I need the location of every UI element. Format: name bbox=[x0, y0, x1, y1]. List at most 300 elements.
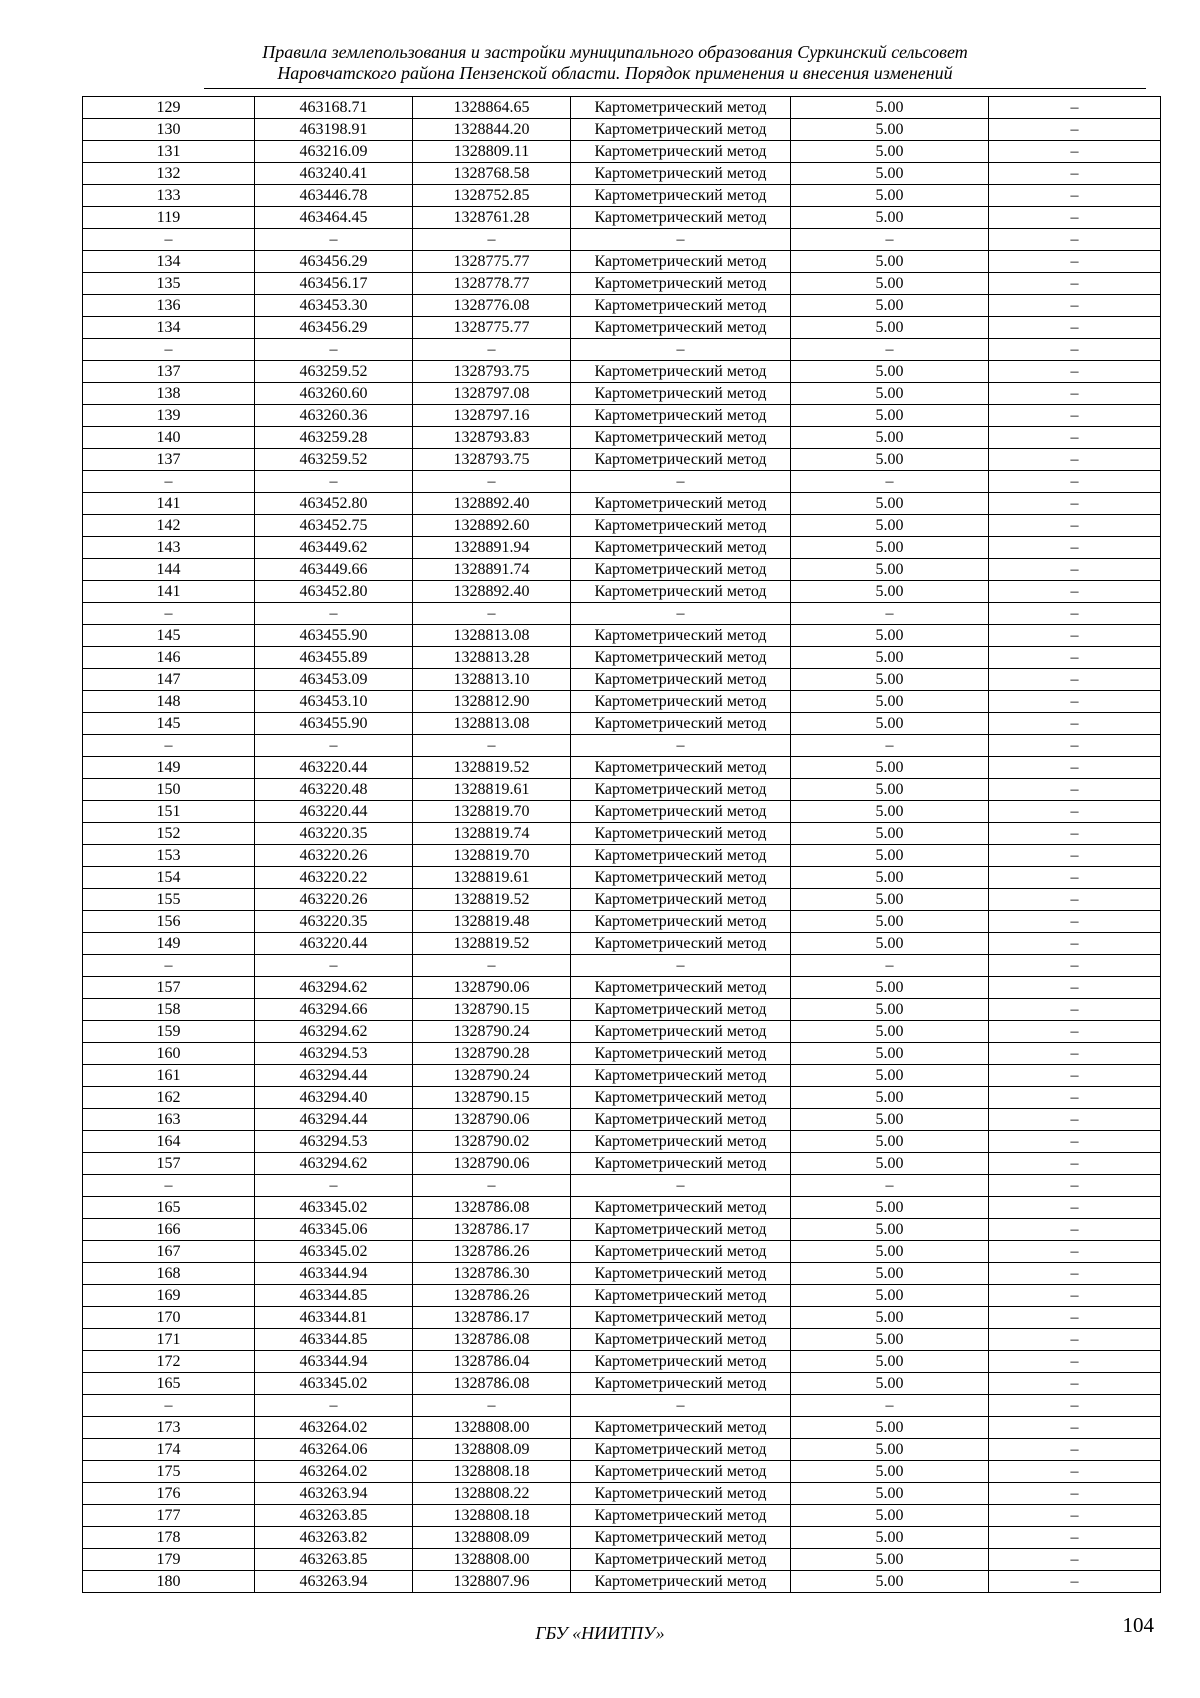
x-coordinate-cell: 463456.17 bbox=[255, 273, 413, 295]
method-cell: Картометрический метод bbox=[571, 295, 791, 317]
accuracy-cell: 5.00 bbox=[791, 669, 989, 691]
description-cell: – bbox=[989, 1263, 1161, 1285]
description-cell: – bbox=[989, 493, 1161, 515]
description-cell: – bbox=[989, 317, 1161, 339]
y-coordinate-cell: 1328807.96 bbox=[413, 1571, 571, 1593]
table-row bbox=[83, 405, 1161, 427]
method-cell: Картометрический метод bbox=[571, 1219, 791, 1241]
accuracy-cell: 5.00 bbox=[791, 1263, 989, 1285]
point-number-cell: 180 bbox=[83, 1571, 255, 1593]
point-number-cell: 146 bbox=[83, 647, 255, 669]
table-row bbox=[83, 1285, 1161, 1307]
y-coordinate-cell: 1328786.08 bbox=[413, 1373, 571, 1395]
description-cell: – bbox=[989, 713, 1161, 735]
y-coordinate-cell: 1328790.24 bbox=[413, 1065, 571, 1087]
table-row bbox=[83, 97, 1161, 119]
y-coordinate-cell: 1328813.08 bbox=[413, 713, 571, 735]
accuracy-cell: – bbox=[791, 471, 989, 493]
y-coordinate-cell: 1328786.17 bbox=[413, 1219, 571, 1241]
x-coordinate-cell: 463220.35 bbox=[255, 911, 413, 933]
method-cell: Картометрический метод bbox=[571, 185, 791, 207]
accuracy-cell: 5.00 bbox=[791, 1505, 989, 1527]
accuracy-cell: 5.00 bbox=[791, 1087, 989, 1109]
description-cell: – bbox=[989, 603, 1161, 625]
point-number-cell: 153 bbox=[83, 845, 255, 867]
method-cell: Картометрический метод bbox=[571, 889, 791, 911]
point-number-cell: 145 bbox=[83, 625, 255, 647]
y-coordinate-cell: 1328819.52 bbox=[413, 757, 571, 779]
accuracy-cell: – bbox=[791, 229, 989, 251]
description-cell: – bbox=[989, 427, 1161, 449]
x-coordinate-cell: 463294.53 bbox=[255, 1043, 413, 1065]
point-number-cell: 138 bbox=[83, 383, 255, 405]
point-number-cell: 139 bbox=[83, 405, 255, 427]
accuracy-cell: 5.00 bbox=[791, 1483, 989, 1505]
description-cell: – bbox=[989, 383, 1161, 405]
x-coordinate-cell: 463259.52 bbox=[255, 361, 413, 383]
method-cell: Картометрический метод bbox=[571, 537, 791, 559]
x-coordinate-cell: 463344.85 bbox=[255, 1329, 413, 1351]
table-row bbox=[83, 1549, 1161, 1571]
x-coordinate-cell: 463263.85 bbox=[255, 1549, 413, 1571]
separator-row bbox=[83, 229, 1161, 251]
accuracy-cell: 5.00 bbox=[791, 845, 989, 867]
accuracy-cell: 5.00 bbox=[791, 185, 989, 207]
y-coordinate-cell: – bbox=[413, 471, 571, 493]
table-row bbox=[83, 185, 1161, 207]
x-coordinate-cell: 463294.44 bbox=[255, 1109, 413, 1131]
point-number-cell: 177 bbox=[83, 1505, 255, 1527]
description-cell: – bbox=[989, 537, 1161, 559]
y-coordinate-cell: 1328793.75 bbox=[413, 361, 571, 383]
x-coordinate-cell: 463455.90 bbox=[255, 625, 413, 647]
description-cell: – bbox=[989, 1461, 1161, 1483]
method-cell: Картометрический метод bbox=[571, 405, 791, 427]
point-number-cell: 143 bbox=[83, 537, 255, 559]
point-number-cell: 173 bbox=[83, 1417, 255, 1439]
method-cell: Картометрический метод bbox=[571, 1153, 791, 1175]
table-row bbox=[83, 1087, 1161, 1109]
header-divider bbox=[204, 88, 1146, 89]
method-cell: Картометрический метод bbox=[571, 273, 791, 295]
table-row bbox=[83, 1439, 1161, 1461]
description-cell: – bbox=[989, 1329, 1161, 1351]
table-row bbox=[83, 669, 1161, 691]
point-number-cell: 169 bbox=[83, 1285, 255, 1307]
accuracy-cell: 5.00 bbox=[791, 361, 989, 383]
description-cell: – bbox=[989, 1505, 1161, 1527]
x-coordinate-cell: – bbox=[255, 735, 413, 757]
y-coordinate-cell: 1328819.61 bbox=[413, 779, 571, 801]
x-coordinate-cell: 463263.82 bbox=[255, 1527, 413, 1549]
description-cell: – bbox=[989, 911, 1161, 933]
accuracy-cell: 5.00 bbox=[791, 119, 989, 141]
point-number-cell: 134 bbox=[83, 251, 255, 273]
method-cell: Картометрический метод bbox=[571, 1351, 791, 1373]
accuracy-cell: 5.00 bbox=[791, 1461, 989, 1483]
accuracy-cell: 5.00 bbox=[791, 713, 989, 735]
accuracy-cell: 5.00 bbox=[791, 515, 989, 537]
y-coordinate-cell: 1328813.28 bbox=[413, 647, 571, 669]
x-coordinate-cell: 463240.41 bbox=[255, 163, 413, 185]
description-cell: – bbox=[989, 119, 1161, 141]
method-cell: Картометрический метод bbox=[571, 97, 791, 119]
accuracy-cell: 5.00 bbox=[791, 1285, 989, 1307]
method-cell: Картометрический метод bbox=[571, 911, 791, 933]
accuracy-cell: 5.00 bbox=[791, 647, 989, 669]
point-number-cell: 165 bbox=[83, 1197, 255, 1219]
x-coordinate-cell: 463216.09 bbox=[255, 141, 413, 163]
y-coordinate-cell: 1328778.77 bbox=[413, 273, 571, 295]
method-cell: Картометрический метод bbox=[571, 119, 791, 141]
y-coordinate-cell: 1328813.08 bbox=[413, 625, 571, 647]
separator-row bbox=[83, 339, 1161, 361]
description-cell: – bbox=[989, 889, 1161, 911]
description-cell: – bbox=[989, 581, 1161, 603]
x-coordinate-cell: 463456.29 bbox=[255, 317, 413, 339]
method-cell: – bbox=[571, 735, 791, 757]
description-cell: – bbox=[989, 229, 1161, 251]
accuracy-cell: 5.00 bbox=[791, 801, 989, 823]
y-coordinate-cell: 1328819.48 bbox=[413, 911, 571, 933]
x-coordinate-cell: 463452.75 bbox=[255, 515, 413, 537]
point-number-cell: 176 bbox=[83, 1483, 255, 1505]
description-cell: – bbox=[989, 163, 1161, 185]
method-cell: Картометрический метод bbox=[571, 1483, 791, 1505]
point-number-cell: 157 bbox=[83, 977, 255, 999]
accuracy-cell: 5.00 bbox=[791, 1329, 989, 1351]
description-cell: – bbox=[989, 405, 1161, 427]
description-cell: – bbox=[989, 669, 1161, 691]
point-number-cell: 163 bbox=[83, 1109, 255, 1131]
separator-row bbox=[83, 1395, 1161, 1417]
accuracy-cell: – bbox=[791, 955, 989, 977]
y-coordinate-cell: 1328790.28 bbox=[413, 1043, 571, 1065]
accuracy-cell: 5.00 bbox=[791, 779, 989, 801]
accuracy-cell: – bbox=[791, 339, 989, 361]
description-cell: – bbox=[989, 845, 1161, 867]
point-number-cell: – bbox=[83, 471, 255, 493]
y-coordinate-cell: – bbox=[413, 339, 571, 361]
header-line-1: Правила землепользования и застройки муниципального образования Суркинский сельсовет bbox=[262, 42, 968, 62]
x-coordinate-cell: – bbox=[255, 339, 413, 361]
separator-row bbox=[83, 955, 1161, 977]
accuracy-cell: 5.00 bbox=[791, 207, 989, 229]
x-coordinate-cell: 463452.80 bbox=[255, 493, 413, 515]
method-cell: Картометрический метод bbox=[571, 1263, 791, 1285]
method-cell: Картометрический метод bbox=[571, 1527, 791, 1549]
method-cell: Картометрический метод bbox=[571, 163, 791, 185]
table-row bbox=[83, 1329, 1161, 1351]
accuracy-cell: 5.00 bbox=[791, 1197, 989, 1219]
point-number-cell: 145 bbox=[83, 713, 255, 735]
x-coordinate-cell: 463345.06 bbox=[255, 1219, 413, 1241]
table-row bbox=[83, 911, 1161, 933]
table-row bbox=[83, 1109, 1161, 1131]
point-number-cell: 159 bbox=[83, 1021, 255, 1043]
method-cell: Картометрический метод bbox=[571, 1439, 791, 1461]
y-coordinate-cell: – bbox=[413, 229, 571, 251]
x-coordinate-cell: 463345.02 bbox=[255, 1197, 413, 1219]
method-cell: Картометрический метод bbox=[571, 493, 791, 515]
description-cell: – bbox=[989, 1043, 1161, 1065]
table-row bbox=[83, 977, 1161, 999]
accuracy-cell: 5.00 bbox=[791, 97, 989, 119]
description-cell: – bbox=[989, 735, 1161, 757]
x-coordinate-cell: 463455.89 bbox=[255, 647, 413, 669]
y-coordinate-cell: 1328892.60 bbox=[413, 515, 571, 537]
description-cell: – bbox=[989, 361, 1161, 383]
accuracy-cell: 5.00 bbox=[791, 757, 989, 779]
x-coordinate-cell: 463259.28 bbox=[255, 427, 413, 449]
y-coordinate-cell: 1328790.06 bbox=[413, 1153, 571, 1175]
x-coordinate-cell: 463344.94 bbox=[255, 1351, 413, 1373]
y-coordinate-cell: 1328790.24 bbox=[413, 1021, 571, 1043]
description-cell: – bbox=[989, 867, 1161, 889]
y-coordinate-cell: 1328786.26 bbox=[413, 1241, 571, 1263]
description-cell: – bbox=[989, 1549, 1161, 1571]
table-row bbox=[83, 867, 1161, 889]
x-coordinate-cell: 463263.94 bbox=[255, 1483, 413, 1505]
description-cell: – bbox=[989, 647, 1161, 669]
y-coordinate-cell: 1328797.16 bbox=[413, 405, 571, 427]
separator-row bbox=[83, 1175, 1161, 1197]
x-coordinate-cell: – bbox=[255, 603, 413, 625]
description-cell: – bbox=[989, 339, 1161, 361]
y-coordinate-cell: 1328793.83 bbox=[413, 427, 571, 449]
method-cell: – bbox=[571, 339, 791, 361]
y-coordinate-cell: 1328775.77 bbox=[413, 251, 571, 273]
x-coordinate-cell: 463453.09 bbox=[255, 669, 413, 691]
table-row bbox=[83, 757, 1161, 779]
y-coordinate-cell: 1328793.75 bbox=[413, 449, 571, 471]
description-cell: – bbox=[989, 823, 1161, 845]
y-coordinate-cell: 1328892.40 bbox=[413, 581, 571, 603]
table-row bbox=[83, 163, 1161, 185]
point-number-cell: 154 bbox=[83, 867, 255, 889]
accuracy-cell: 5.00 bbox=[791, 933, 989, 955]
description-cell: – bbox=[989, 1153, 1161, 1175]
point-number-cell: 158 bbox=[83, 999, 255, 1021]
table-row bbox=[83, 1505, 1161, 1527]
point-number-cell: 137 bbox=[83, 361, 255, 383]
method-cell: Картометрический метод bbox=[571, 1373, 791, 1395]
description-cell: – bbox=[989, 295, 1161, 317]
description-cell: – bbox=[989, 801, 1161, 823]
y-coordinate-cell: 1328790.15 bbox=[413, 999, 571, 1021]
x-coordinate-cell: – bbox=[255, 1395, 413, 1417]
method-cell: Картометрический метод bbox=[571, 1131, 791, 1153]
method-cell: Картометрический метод bbox=[571, 1043, 791, 1065]
y-coordinate-cell: 1328819.61 bbox=[413, 867, 571, 889]
y-coordinate-cell: 1328768.58 bbox=[413, 163, 571, 185]
description-cell: – bbox=[989, 1285, 1161, 1307]
y-coordinate-cell: 1328786.04 bbox=[413, 1351, 571, 1373]
description-cell: – bbox=[989, 1109, 1161, 1131]
y-coordinate-cell: 1328786.08 bbox=[413, 1197, 571, 1219]
y-coordinate-cell: 1328892.40 bbox=[413, 493, 571, 515]
method-cell: Картометрический метод bbox=[571, 449, 791, 471]
y-coordinate-cell: 1328819.52 bbox=[413, 933, 571, 955]
accuracy-cell: 5.00 bbox=[791, 1527, 989, 1549]
x-coordinate-cell: 463168.71 bbox=[255, 97, 413, 119]
method-cell: Картометрический метод bbox=[571, 317, 791, 339]
accuracy-cell: 5.00 bbox=[791, 977, 989, 999]
table-row bbox=[83, 295, 1161, 317]
point-number-cell: 161 bbox=[83, 1065, 255, 1087]
accuracy-cell: 5.00 bbox=[791, 317, 989, 339]
accuracy-cell: 5.00 bbox=[791, 691, 989, 713]
page-number: 104 bbox=[1122, 1613, 1154, 1637]
accuracy-cell: 5.00 bbox=[791, 1373, 989, 1395]
method-cell: Картометрический метод bbox=[571, 691, 791, 713]
point-number-cell: 149 bbox=[83, 757, 255, 779]
description-cell: – bbox=[989, 97, 1161, 119]
x-coordinate-cell: 463449.62 bbox=[255, 537, 413, 559]
coordinates-table bbox=[82, 96, 1161, 1593]
description-cell: – bbox=[989, 779, 1161, 801]
table-row bbox=[83, 361, 1161, 383]
method-cell: Картометрический метод bbox=[571, 1087, 791, 1109]
method-cell: Картометрический метод bbox=[571, 625, 791, 647]
x-coordinate-cell: 463220.48 bbox=[255, 779, 413, 801]
y-coordinate-cell: – bbox=[413, 955, 571, 977]
x-coordinate-cell: 463294.62 bbox=[255, 977, 413, 999]
method-cell: Картометрический метод bbox=[571, 845, 791, 867]
x-coordinate-cell: 463294.53 bbox=[255, 1131, 413, 1153]
description-cell: – bbox=[989, 1065, 1161, 1087]
accuracy-cell: 5.00 bbox=[791, 383, 989, 405]
point-number-cell: – bbox=[83, 955, 255, 977]
method-cell: Картометрический метод bbox=[571, 1461, 791, 1483]
y-coordinate-cell: – bbox=[413, 1175, 571, 1197]
description-cell: – bbox=[989, 449, 1161, 471]
y-coordinate-cell: – bbox=[413, 735, 571, 757]
accuracy-cell: 5.00 bbox=[791, 1549, 989, 1571]
table-row bbox=[83, 1131, 1161, 1153]
x-coordinate-cell: 463220.35 bbox=[255, 823, 413, 845]
y-coordinate-cell: 1328819.70 bbox=[413, 845, 571, 867]
x-coordinate-cell: 463220.44 bbox=[255, 933, 413, 955]
description-cell: – bbox=[989, 251, 1161, 273]
table-row bbox=[83, 449, 1161, 471]
description-cell: – bbox=[989, 1241, 1161, 1263]
table-row bbox=[83, 317, 1161, 339]
point-number-cell: 148 bbox=[83, 691, 255, 713]
accuracy-cell: 5.00 bbox=[791, 559, 989, 581]
description-cell: – bbox=[989, 1439, 1161, 1461]
description-cell: – bbox=[989, 1351, 1161, 1373]
x-coordinate-cell: 463345.02 bbox=[255, 1241, 413, 1263]
x-coordinate-cell: 463220.44 bbox=[255, 801, 413, 823]
accuracy-cell: 5.00 bbox=[791, 1219, 989, 1241]
accuracy-cell: – bbox=[791, 735, 989, 757]
point-number-cell: 156 bbox=[83, 911, 255, 933]
method-cell: Картометрический метод bbox=[571, 1307, 791, 1329]
table-row bbox=[83, 1241, 1161, 1263]
method-cell: Картометрический метод bbox=[571, 1329, 791, 1351]
table-row bbox=[83, 1021, 1161, 1043]
point-number-cell: 129 bbox=[83, 97, 255, 119]
description-cell: – bbox=[989, 1021, 1161, 1043]
method-cell: Картометрический метод bbox=[571, 867, 791, 889]
point-number-cell: 119 bbox=[83, 207, 255, 229]
point-number-cell: 144 bbox=[83, 559, 255, 581]
point-number-cell: – bbox=[83, 339, 255, 361]
description-cell: – bbox=[989, 1131, 1161, 1153]
y-coordinate-cell: 1328808.00 bbox=[413, 1549, 571, 1571]
x-coordinate-cell: 463464.45 bbox=[255, 207, 413, 229]
point-number-cell: 151 bbox=[83, 801, 255, 823]
y-coordinate-cell: 1328808.09 bbox=[413, 1527, 571, 1549]
y-coordinate-cell: 1328786.30 bbox=[413, 1263, 571, 1285]
x-coordinate-cell: – bbox=[255, 1175, 413, 1197]
point-number-cell: 135 bbox=[83, 273, 255, 295]
accuracy-cell: 5.00 bbox=[791, 405, 989, 427]
point-number-cell: 133 bbox=[83, 185, 255, 207]
method-cell: Картометрический метод bbox=[571, 1571, 791, 1593]
description-cell: – bbox=[989, 273, 1161, 295]
method-cell: – bbox=[571, 1175, 791, 1197]
x-coordinate-cell: 463220.44 bbox=[255, 757, 413, 779]
y-coordinate-cell: 1328786.26 bbox=[413, 1285, 571, 1307]
accuracy-cell: 5.00 bbox=[791, 1021, 989, 1043]
accuracy-cell: 5.00 bbox=[791, 1439, 989, 1461]
point-number-cell: 171 bbox=[83, 1329, 255, 1351]
table-row bbox=[83, 1373, 1161, 1395]
table-row bbox=[83, 537, 1161, 559]
description-cell: – bbox=[989, 559, 1161, 581]
point-number-cell: 168 bbox=[83, 1263, 255, 1285]
description-cell: – bbox=[989, 1197, 1161, 1219]
y-coordinate-cell: 1328776.08 bbox=[413, 295, 571, 317]
y-coordinate-cell: 1328809.11 bbox=[413, 141, 571, 163]
point-number-cell: 175 bbox=[83, 1461, 255, 1483]
method-cell: Картометрический метод bbox=[571, 779, 791, 801]
document-header bbox=[80, 42, 1150, 84]
description-cell: – bbox=[989, 757, 1161, 779]
table-row bbox=[83, 559, 1161, 581]
table-row bbox=[83, 493, 1161, 515]
x-coordinate-cell: – bbox=[255, 471, 413, 493]
accuracy-cell: 5.00 bbox=[791, 1571, 989, 1593]
y-coordinate-cell: 1328819.74 bbox=[413, 823, 571, 845]
description-cell: – bbox=[989, 977, 1161, 999]
y-coordinate-cell: 1328808.09 bbox=[413, 1439, 571, 1461]
method-cell: – bbox=[571, 471, 791, 493]
table-row bbox=[83, 1417, 1161, 1439]
x-coordinate-cell: 463260.60 bbox=[255, 383, 413, 405]
x-coordinate-cell: 463453.10 bbox=[255, 691, 413, 713]
method-cell: Картометрический метод bbox=[571, 1505, 791, 1527]
accuracy-cell: 5.00 bbox=[791, 1109, 989, 1131]
method-cell: Картометрический метод bbox=[571, 647, 791, 669]
x-coordinate-cell: 463456.29 bbox=[255, 251, 413, 273]
method-cell: Картометрический метод bbox=[571, 141, 791, 163]
accuracy-cell: 5.00 bbox=[791, 889, 989, 911]
table-row bbox=[83, 779, 1161, 801]
y-coordinate-cell: 1328775.77 bbox=[413, 317, 571, 339]
method-cell: – bbox=[571, 955, 791, 977]
x-coordinate-cell: 463220.22 bbox=[255, 867, 413, 889]
table-row bbox=[83, 1461, 1161, 1483]
point-number-cell: 166 bbox=[83, 1219, 255, 1241]
y-coordinate-cell: 1328790.15 bbox=[413, 1087, 571, 1109]
table-row bbox=[83, 889, 1161, 911]
description-cell: – bbox=[989, 1395, 1161, 1417]
point-number-cell: – bbox=[83, 229, 255, 251]
point-number-cell: 165 bbox=[83, 1373, 255, 1395]
